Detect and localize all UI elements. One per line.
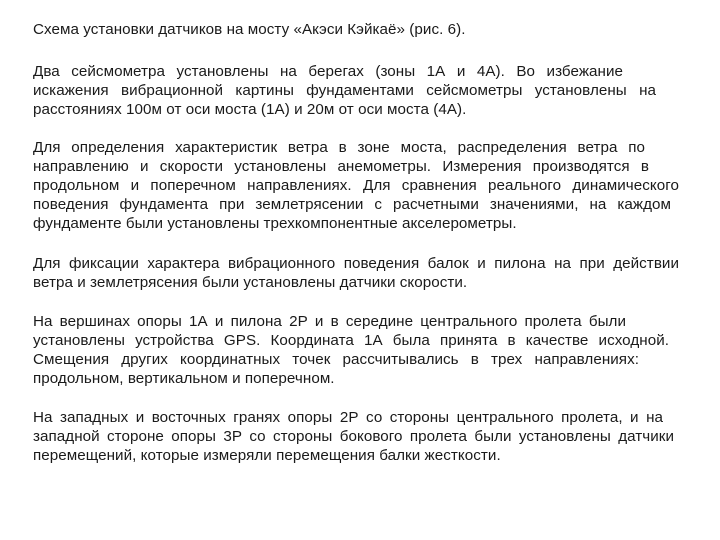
paragraph-line: поведения фундамента при землетрясении с расчетными значениями, на каждом xyxy=(33,196,671,213)
paragraph-gps xyxy=(33,312,669,388)
paragraph-line: На вершинах опоры 1А и пилона 2Р и в середине центрального пролета были xyxy=(33,313,626,330)
paragraph-anemometers xyxy=(33,138,679,233)
paragraph-displacement-sensors xyxy=(33,408,674,465)
title-line: Схема установки датчиков на мосту «Акэси Кэйкаё» (рис. 6). xyxy=(33,21,466,38)
paragraph-line: расстояниях 100м от оси моста (1А) и 20м от оси моста (4А). xyxy=(33,101,467,118)
paragraph-line: Для фиксации характера вибрационного поведения балок и пилона на при действии xyxy=(33,255,679,272)
paragraph-velocity-sensors xyxy=(33,254,679,292)
paragraph-line: На западных и восточных гранях опоры 2Р со стороны центрального пролета, и на xyxy=(33,409,663,426)
paragraph-line: ветра и землетрясения были установлены датчики скорости. xyxy=(33,274,468,291)
paragraph-line: направлению и скорости установлены анемометры. Измерения производятся в xyxy=(33,158,649,175)
paragraph-line: Для определения характеристик ветра в зоне моста, распределения ветра по xyxy=(33,139,645,156)
paragraph-line: Смещения других координатных точек рассчитывались в трех направлениях: xyxy=(33,351,639,368)
paragraph-line: продольном и поперечном направлениях. Для сравнения реального динамического xyxy=(33,177,679,194)
document-title xyxy=(33,20,466,39)
paragraph-line: искажения вибрационной картины фундаментами сейсмометры установлены на xyxy=(33,82,656,99)
paragraph-line: Два сейсмометра установлены на берегах (зоны 1А и 4А). Во избежание xyxy=(33,63,623,80)
paragraph-line: перемещений, которые измеряли перемещения балки жесткости. xyxy=(33,447,501,464)
paragraph-line: западной стороне опоры 3Р со стороны бокового пролета были установлены датчики xyxy=(33,428,674,445)
paragraph-line: установлены устройства GPS. Координата 1А была принята в качестве исходной. xyxy=(33,332,669,349)
paragraph-line: фундаменте были установлены трехкомпонентные акселерометры. xyxy=(33,215,517,232)
paragraph-seismometers xyxy=(33,62,656,119)
paragraph-line: продольном, вертикальном и поперечном. xyxy=(33,370,335,387)
